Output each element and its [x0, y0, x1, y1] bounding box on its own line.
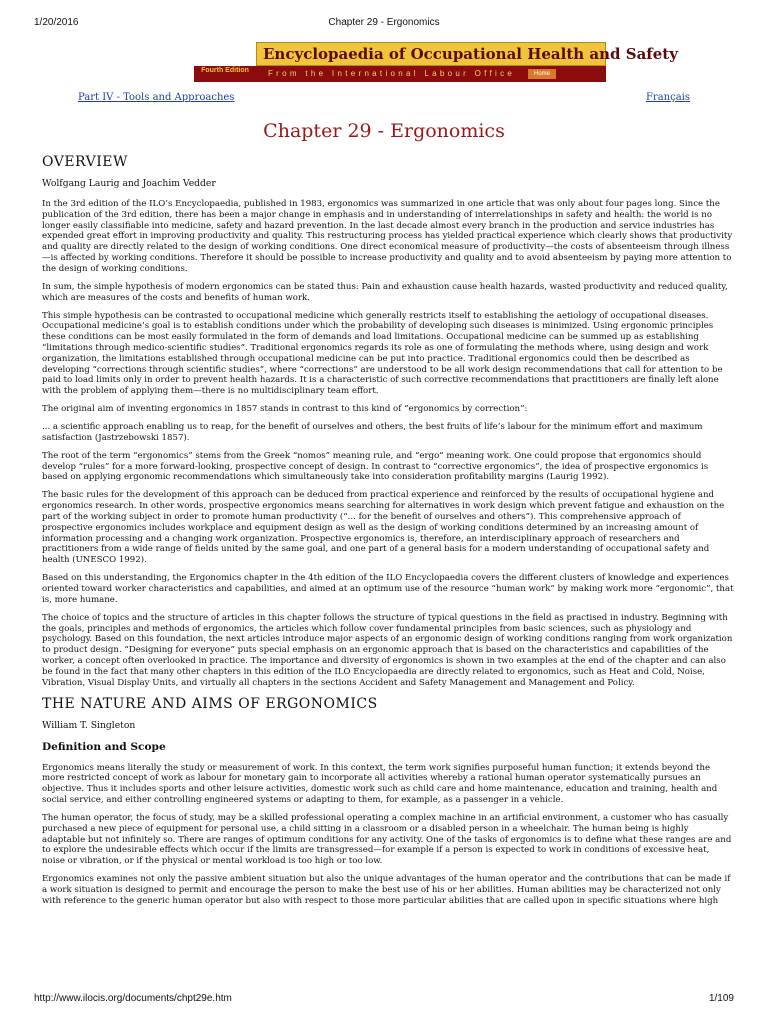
banner-title: Encyclopaedia of Occupational Health and Safety	[263, 45, 678, 63]
back-link[interactable]: Part IV - Tools and Approaches	[78, 92, 235, 103]
nature-heading: THE NATURE AND AIMS OF ERGONOMICS	[42, 695, 378, 712]
nature-author: William T. Singleton	[42, 719, 136, 731]
page-title: Chapter 29 - Ergonomics	[263, 120, 505, 142]
paragraph: Based on this understanding, the Ergonomics chapter in the 4th edition of the ILO Encyclopaedia covers the different clusters of knowledge and experiences oriented toward worker characteristics and capabilities, and aimed at an optimum use of the resource “human work” by making work more “ergonomic”, that is, more humane.	[42, 573, 734, 605]
paragraph: The root of the term “ergonomics” stems from the Greek “nomos” meaning rule, and “ergo” meaning work. One could propose that ergonomics should develop “rules” for a more forward-looking, prospective concept of design. In contrast to “corrective ergonomics”, the idea of prospective ergonomics is based on applying ergonomic recommendations which simultaneously take into consideration profitability margins (Laurig 1992).	[42, 450, 709, 483]
quote-paragraph: ... a scientific approach enabling us to reap, for the benefit of ourselves and others, the best fruits of life’s labour for the minimum effort and maximum satisfaction (Jastrzebowski 1857).	[42, 422, 703, 443]
overview-authors: Wolfgang Laurig and Joachim Vedder	[42, 178, 216, 189]
banner-edition: Fourth Edition	[201, 67, 249, 74]
banner-tagline: From the International Labour Office	[268, 69, 516, 78]
site-banner	[194, 42, 678, 82]
paragraph: This simple hypothesis can be contrasted to occupational medicine which generally restricts itself to establishing the aetiology of occupational diseases. Occupational medicine’s goal is to establish conditions under which the probability of developing such diseases is minimized. Using ergonomic principles these conditions can be most easily formulated in the form of demands and load limitations. Occupational medicine can be summed up as establishing “limitations through medico-scientific studies”. Traditional ergonomics regards its role as one of formulating the methods where, using design and work organization, the limitations established through occupational medicine can be put into practice. Traditional ergonomics could then be described as developing “corrections through scientific studies”, where “corrections” are understood to be all work design recommendations that call for attention to be paid to load limits only in order to prevent health hazards. It is a characteristic of such corrective recommendations that practitioners are finally left alone with the problem of applying them—there is no multidisciplinary team effort.	[42, 310, 723, 397]
home-button[interactable]: Home	[528, 69, 556, 79]
paragraph: The original aim of inventing ergonomics in 1857 stands in contrast to this kind of “ergonomics by correction”:	[42, 404, 528, 415]
print-date: 1/20/2016	[34, 17, 79, 28]
nav-links	[78, 92, 690, 106]
paragraph: In sum, the simple hypothesis of modern ergonomics can be stated thus: Pain and exhaustion cause health hazards, wasted productivity and reduced quality, which are measures of the costs and benefits of human work.	[42, 281, 728, 303]
paragraph: Ergonomics means literally the study or measurement of work. In this context, the term work signifies purposeful human function; it extends beyond the more restricted concept of work as labour for monetary gain to incorporate all activities whereby a rational human operator systematically pursues an objective. Thus it includes sports and other leisure activities, domestic work such as child care and home maintenance, education and training, health and social service, and either controlling engineered systems or adapting to them, for example, as a passenger in a vehicle.	[42, 762, 718, 805]
print-header	[34, 17, 734, 31]
paragraph: In the 3rd edition of the ILO’s Encyclopaedia, published in 1983, ergonomics was summarized in one article that was only about four pages long. Since the publication of the 3rd edition, there has been a major change in emphasis and in understanding of interrelationships in safety and health: the world is no longer easily classifiable into medicine, safety and hazard prevention. In the last decade almost every branch in the production and service industries has expended great effort in improving productivity and quality. This restructuring process has yielded practical experience which clearly shows that productivity and quality are directly related to the design of working conditions. One direct economical measure of productivity—the costs of absenteeism through illness—is affected by working conditions. Therefore it should be possible to increase productivity and quality and to avoid absenteeism by paying more attention to the design of working conditions.	[42, 199, 733, 274]
definition-heading: Definition and Scope	[42, 740, 166, 753]
paragraph: Ergonomics examines not only the passive ambient situation but also the unique advantages of the human operator and the contributions that can be made if a work situation is designed to permit and encourage the person to make the best use of his or her abilities. Human abilities may be characterized not only with reference to the generic human operator but also with respect to those more particular abilities that are called upon in specific situations where high	[42, 874, 731, 906]
print-footer	[34, 993, 734, 1007]
paragraph: The basic rules for the development of this approach can be deduced from practical experience and reinforced by the results of occupational hygiene and ergonomics research. In other words, prospective ergonomics means searching for alternatives in work design which prevent fatigue and exhaustion on the part of the working subject in order to promote human productivity (“... for the benefit of ourselves and others”). This comprehensive approach of prospective ergonomics includes workplace and equipment design as well as the design of working conditions determined by an increasing amount of information processing and a changing work organization. Prospective ergonomics is, therefore, an interdisciplinary approach of researchers and practitioners from a wide range of fields united by the same goal, and one part of a general basis for a modern understanding of occupational safety and health (UNESCO 1992).	[42, 490, 725, 566]
language-link[interactable]: Français	[645, 92, 690, 103]
paragraph: The human operator, the focus of study, may be a skilled professional operating a complex machine in an artificial environment, a customer who has casually purchased a new piece of equipment for personal use, a child sitting in a classroom or a disabled person in a wheelchair. The human being is highly adaptable but not infinitely so. There are ranges of optimum conditions for any activity. One of the tasks of ergonomics is to define what these ranges are and to explore the undesirable effects which occur if the limits are transgressed—for example if a person is expected to work in conditions of excessive heat, noise or vibration, or if the physical or mental workload is too high or too low.	[42, 812, 732, 867]
article-body	[42, 154, 734, 914]
print-title: Chapter 29 - Ergonomics	[328, 17, 440, 28]
banner-title-bar	[256, 42, 678, 66]
print-page-number: 1/109	[708, 993, 734, 1004]
paragraph: The choice of topics and the structure of articles in this chapter follows the structure of typical questions in the field as practised in industry. Beginning with the goals, principles and methods of ergonomics, the articles which follow cover fundamental principles from basic sciences, such as physiology and psychology. Based on this foundation, the next articles introduce major aspects of an ergonomic design of working conditions ranging from work organization to product design. “Designing for everyone” puts special emphasis on an ergonomic approach that is based on the characteristics and capabilities of the worker, a concept often overlooked in practice. The importance and diversity of ergonomics is shown in two examples at the end of the chapter and can also be found in the fact that many other chapters in this edition of the ILO Encyclopaedia are directly related to ergonomics, such as Heat and Cold, Noise, Vibration, Visual Display Units, and virtually all chapters in the sections Accident and Safety Management and Management and Policy.	[42, 612, 733, 688]
print-url: http://www.ilocis.org/documents/chpt29e.htm	[34, 993, 232, 1004]
overview-heading: OVERVIEW	[42, 154, 128, 170]
